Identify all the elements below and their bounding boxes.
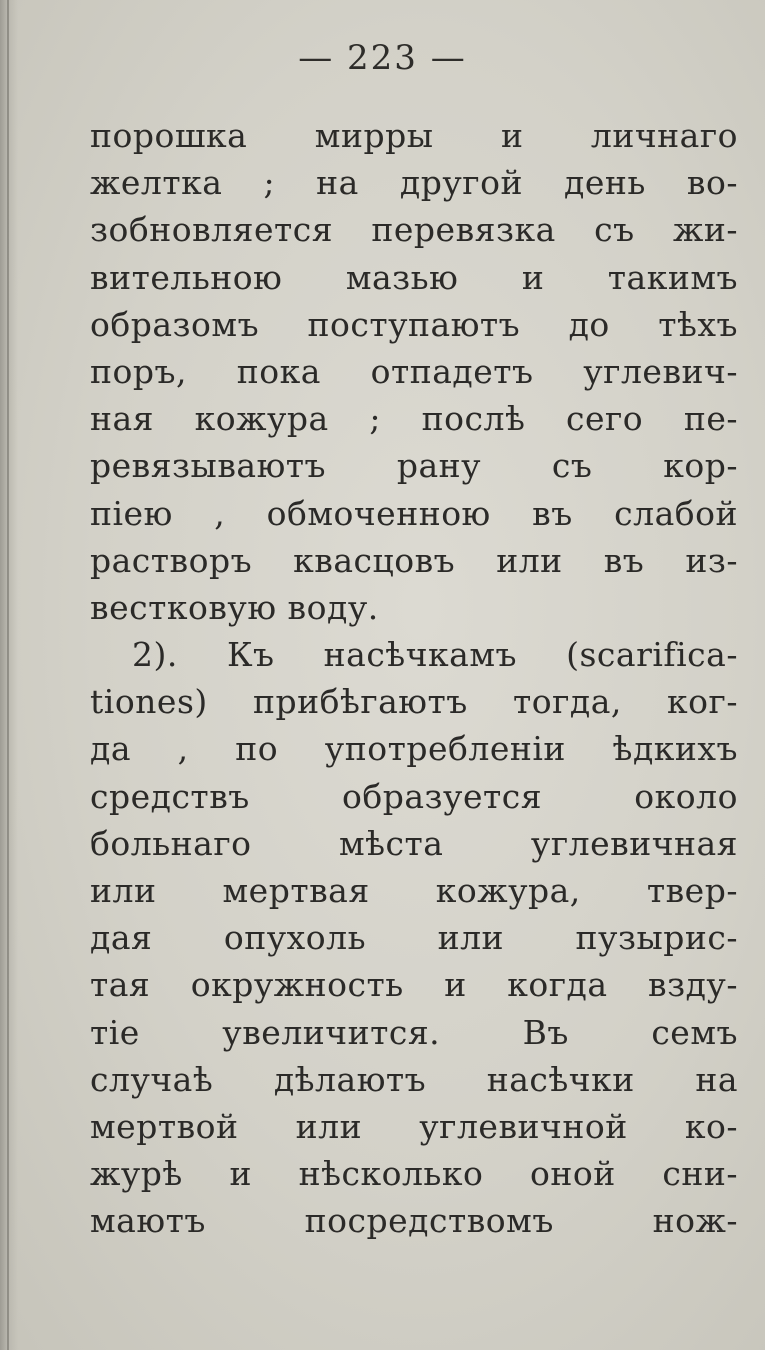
- text-line: маютъ посредствомъ нож-: [90, 1201, 738, 1241]
- text-line: зобновляется перевязка съ жи-: [90, 210, 738, 250]
- text-line: желтка ; на другой день во-: [90, 163, 738, 203]
- text-line: ревязываютъ рану съ кор-: [90, 446, 738, 486]
- text-line: тіе увеличится. Въ семъ: [90, 1012, 738, 1052]
- text-line: вительною мазью и такимъ: [90, 257, 738, 297]
- text-line: средствъ образуется около: [90, 776, 738, 816]
- body-text: [90, 112, 738, 1245]
- text-line: піею , обмоченною въ слабой: [90, 493, 738, 533]
- text-line: или мертвая кожура, твер-: [90, 871, 738, 910]
- text-line: вестковую воду.: [90, 587, 379, 627]
- text-line: больнаго мѣста углевичная: [90, 823, 738, 863]
- text-line: да , по употребленіи ѣдкихъ: [90, 729, 738, 769]
- text-line: журѣ и нѣсколько оной сни-: [90, 1154, 738, 1194]
- binding-line: [7, 0, 9, 1350]
- text-line: дая опухоль или пузырис-: [90, 918, 738, 958]
- text-line: случаѣ дѣлаютъ насѣчки на: [90, 1059, 738, 1099]
- text-line: порошка мирры и личнаго: [90, 116, 738, 155]
- text-line: поръ, пока отпадетъ углевич-: [90, 351, 738, 391]
- text-line: образомъ поступаютъ до тѣхъ: [90, 304, 738, 344]
- page-number: — 223 —: [298, 38, 467, 78]
- text-line: растворъ квасцовъ или въ из-: [90, 540, 738, 580]
- text-line: тая окружность и когда взду-: [90, 965, 738, 1005]
- text-line: ная кожура ; послѣ сего пе-: [90, 399, 738, 439]
- text-line: мертвой или углевичной ко-: [90, 1106, 738, 1146]
- binding-edge: [0, 0, 18, 1350]
- text-line: tiones) прибѣгаютъ тогда, ког-: [90, 682, 738, 722]
- text-line: 2). Къ насѣчкамъ (scarifica-: [132, 635, 738, 675]
